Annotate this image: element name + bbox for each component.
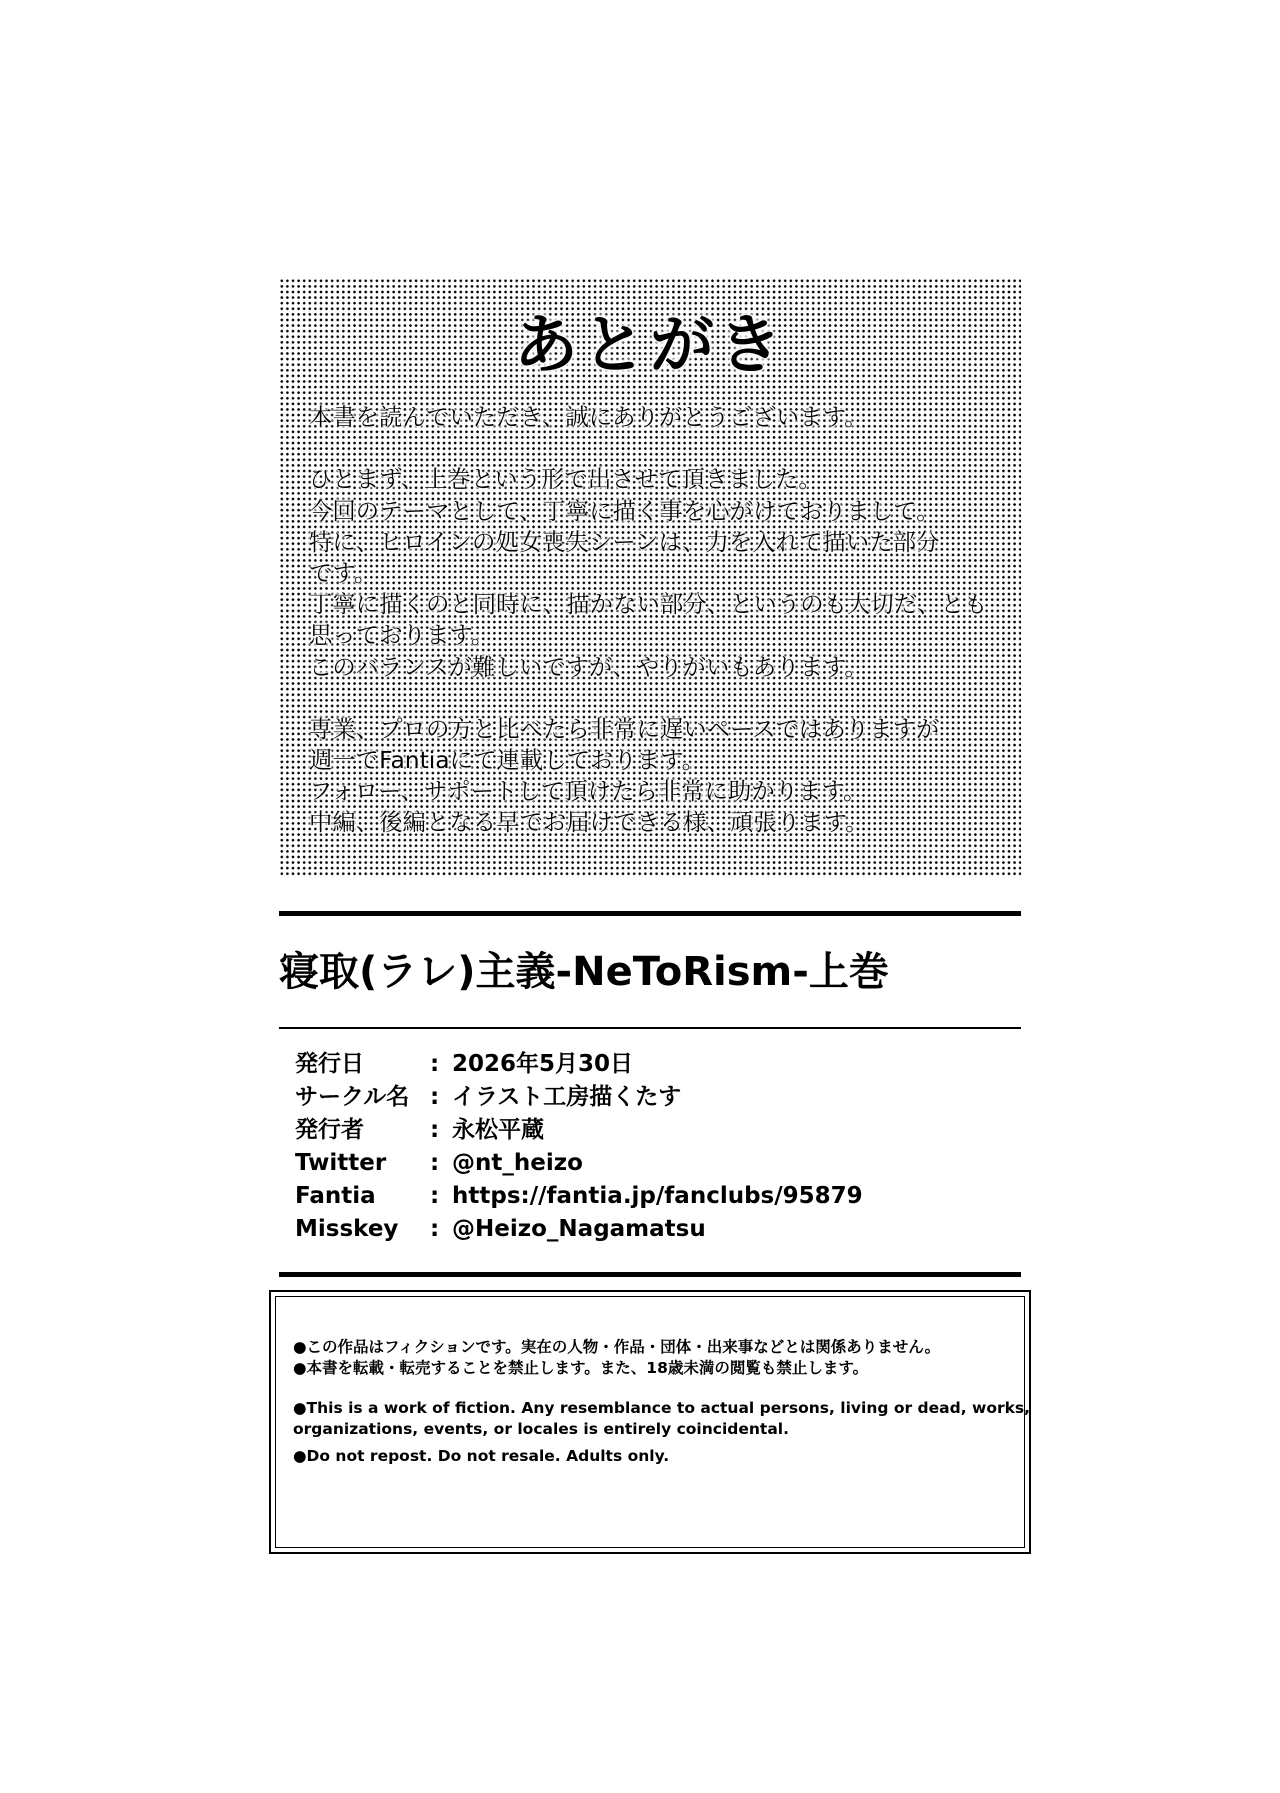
afterword-line: 今回のテーマとして、丁寧に描く事を心がけておりまして。: [309, 496, 940, 525]
afterword-line: フォロー、サポートして頂けたら非常に助かります。: [309, 777, 867, 806]
colophon-separator: :: [430, 1084, 440, 1110]
afterword-line: 週一でFantiaにて連載しております。: [309, 746, 706, 775]
disclaimer-jp-fiction: ●この作品はフィクションです。実在の人物・作品・団体・出来事などとは関係ありません。: [293, 1338, 941, 1356]
afterword-line: [309, 683, 1021, 714]
colophon-row-twitter: [295, 1147, 1015, 1180]
afterword-line: [309, 433, 1021, 464]
afterword-line: このバランスが難しいですが、やりがいもあります。: [309, 652, 868, 681]
misskey-handle: @Heizo_Nagamatsu: [452, 1216, 706, 1242]
disclaimer-en-prohibit: ●Do not repost. Do not resale. Adults only.: [293, 1447, 670, 1465]
afterword-line: 思っております。: [309, 621, 495, 650]
colophon-value: 永松平蔵: [452, 1117, 544, 1143]
afterword-line: ひとまず、上巻という形で出させて頂きました。: [309, 465, 822, 494]
fantia-url: https://fantia.jp/fanclubs/95879: [452, 1183, 863, 1209]
twitter-handle: @nt_heizo: [452, 1150, 583, 1176]
disclaimer-gap: [293, 1379, 1013, 1398]
colophon-row-date: [295, 1048, 1015, 1081]
colophon-label: 発行者: [295, 1117, 364, 1143]
divider-thick-bottom: [279, 1272, 1021, 1277]
afterword-panel: [279, 278, 1021, 878]
disclaimer-jp-prohibit: ●本書を転載・転売することを禁止します。また、18歳未満の閲覧も禁止します。: [293, 1359, 869, 1377]
colophon-label: Misskey: [295, 1216, 399, 1242]
colophon-label: Twitter: [295, 1150, 387, 1176]
colophon-separator: :: [430, 1216, 440, 1242]
disclaimer-box: [269, 1290, 1031, 1554]
afterword-title: あとがき: [514, 308, 786, 383]
colophon-separator: :: [430, 1117, 440, 1143]
book-title: 寝取(ラレ)主義-NeToRism-上巻: [279, 949, 889, 995]
colophon-value: イラスト工房描くたす: [452, 1084, 682, 1110]
disclaimer-en-fiction: ●This is a work of fiction. Any resemblance to actual persons, living or dead, works,: [293, 1399, 1031, 1417]
colophon-row-circle: [295, 1081, 1015, 1114]
disclaimer-text: [293, 1337, 1031, 1467]
afterword-line: 本書を読んでいただき、誠にありがとうございます。: [309, 403, 868, 431]
colophon-label: Fantia: [295, 1183, 376, 1209]
afterword-line: 専業、プロの方と比べたら非常に遅いペースではありますが: [309, 714, 940, 743]
afterword-line: 中編、後編となる早でお届けできる様、頑張ります。: [309, 808, 869, 837]
colophon-separator: :: [430, 1150, 440, 1176]
colophon-row-fantia: [295, 1180, 1015, 1213]
afterword-line: 丁寧に描くのと同時に、描かない部分、というのも大切だ、とも: [309, 590, 988, 619]
colophon-label: サークル名: [295, 1084, 410, 1110]
colophon-separator: :: [430, 1183, 440, 1209]
afterword-line: 特に、ヒロインの処女喪失シーンは、力を入れて描いた部分: [309, 527, 940, 556]
colophon-separator: :: [430, 1051, 440, 1077]
divider-thick-top: [279, 911, 1021, 916]
colophon-value: 2026年5月30日: [452, 1051, 634, 1077]
afterword-body: [309, 402, 1021, 839]
colophon-label: 発行日: [295, 1051, 364, 1077]
colophon-row-misskey: [295, 1213, 1015, 1246]
colophon-row-publisher: [295, 1114, 1015, 1147]
afterword-line: です。: [309, 558, 378, 587]
disclaimer-en-fiction-cont: organizations, events, or locales is entirely coincidental.: [293, 1420, 789, 1438]
colophon: [295, 1048, 1015, 1246]
divider-thin: [279, 1027, 1021, 1029]
